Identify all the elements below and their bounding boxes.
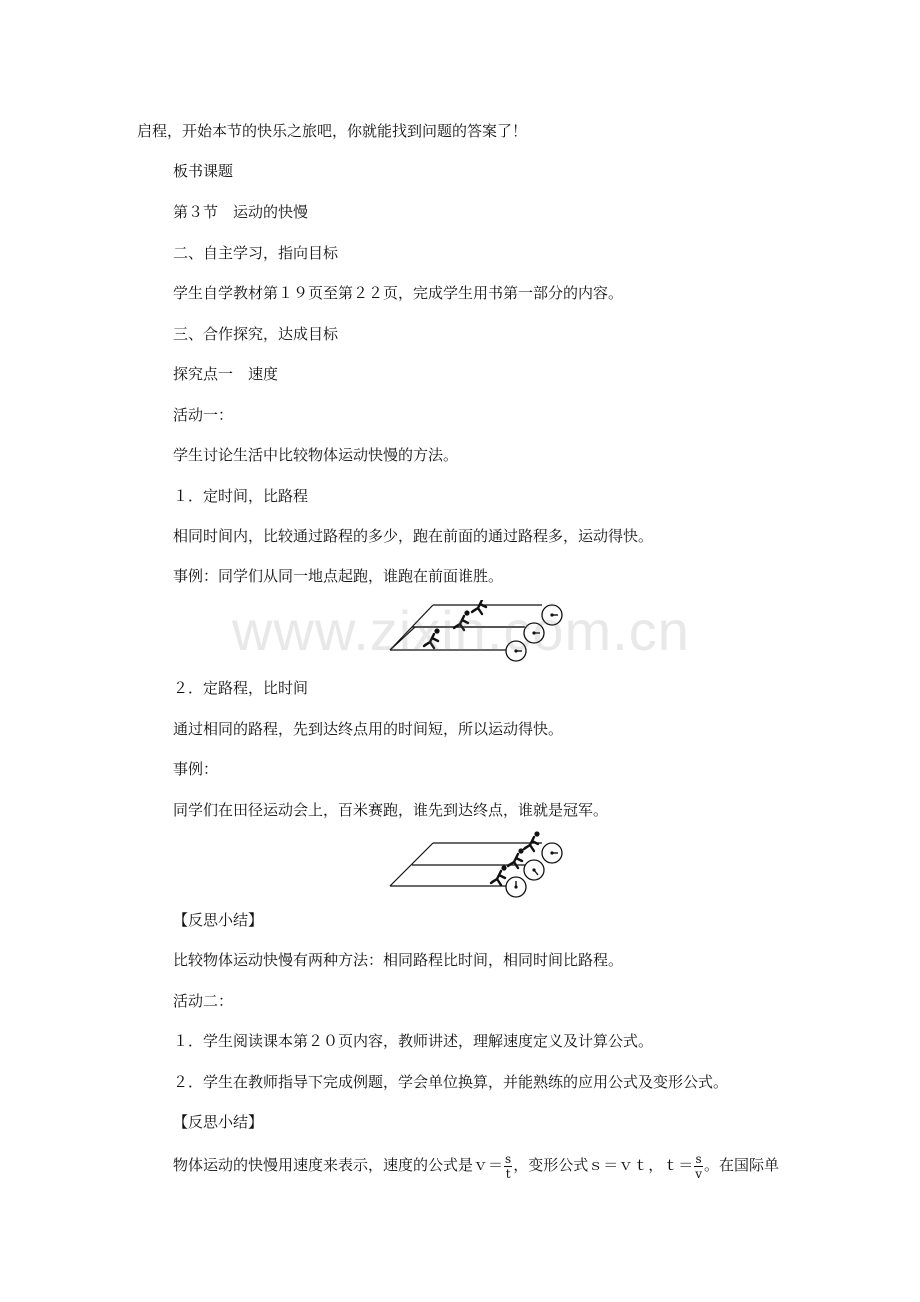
example-line-12: 事例：同学们从同一地点起跑，谁跑在前面谁胜。 (173, 567, 504, 585)
fraction-numerator: s (695, 1151, 702, 1166)
board-title-label: 板书课题 (173, 162, 234, 180)
watermark: www.zixin.com.cn (232, 599, 690, 662)
heading-cooperative: 三、合作探究，达成目标 (173, 325, 339, 343)
text-line-21: ２．学生在教师指导下完成例题，学会单位换算，并能熟练的应用公式及变形公式。 (173, 1073, 729, 1091)
example-label-15: 事例： (173, 760, 219, 778)
fraction-denominator: t (505, 1166, 511, 1181)
activity-two-label: 活动二： (173, 992, 234, 1010)
section-title: 第３节 运动的快慢 (173, 203, 309, 221)
runner-icon (424, 600, 488, 648)
text-line-1: 启程，开始本节的快乐之旅吧，你就能找到问题的答案了！ (137, 122, 528, 140)
text-line-9: 学生讨论生活中比较物体运动快慢的方法。 (173, 446, 459, 464)
reflection-heading-1: 【反思小结】 (173, 911, 264, 929)
race-track-figure-1 (385, 600, 565, 670)
reflection-heading-2: 【反思小结】 (173, 1113, 264, 1131)
fraction-numerator: s (505, 1151, 512, 1166)
speed-fraction (504, 1152, 512, 1181)
race-track-figure-2 (385, 828, 565, 898)
text-line-11: 相同时间内，比较通过路程的多少，跑在前面的通过路程多，运动得快。 (173, 527, 654, 545)
fraction-denominator: v (695, 1166, 702, 1181)
text-line-16: 同学们在田径运动会上，百米赛跑，谁先到达终点，谁就是冠军。 (173, 801, 609, 819)
time-fraction (694, 1152, 703, 1181)
text-line-14: 通过相同的路程，先到达终点用的时间短，所以运动得快。 (173, 720, 564, 738)
method-one-title: １．定时间，比路程 (173, 487, 309, 505)
method-two-title: ２．定路程，比时间 (173, 679, 309, 697)
inquiry-point-title: 探究点一 速度 (173, 365, 279, 383)
text-line-20: １．学生阅读课本第２０页内容，教师讲述，理解速度定义及计算公式。 (173, 1032, 654, 1050)
formula-text-3: 。在国际单 (703, 1156, 779, 1174)
text-line-18: 比较物体运动快慢有两种方法：相同路程比时间，相同时间比路程。 (173, 951, 624, 969)
formula-line (173, 1148, 779, 1182)
formula-text-2: ，变形公式ｓ＝ｖｔ，ｔ＝ (513, 1156, 694, 1174)
heading-self-study: 二、自主学习，指向目标 (173, 244, 339, 262)
text-line-5: 学生自学教材第１９页至第２２页，完成学生用书第一部分的内容。 (173, 284, 624, 302)
formula-text-1: 物体运动的快慢用速度来表示，速度的公式是ｖ＝ (173, 1156, 504, 1174)
activity-one-label: 活动一： (173, 406, 234, 424)
